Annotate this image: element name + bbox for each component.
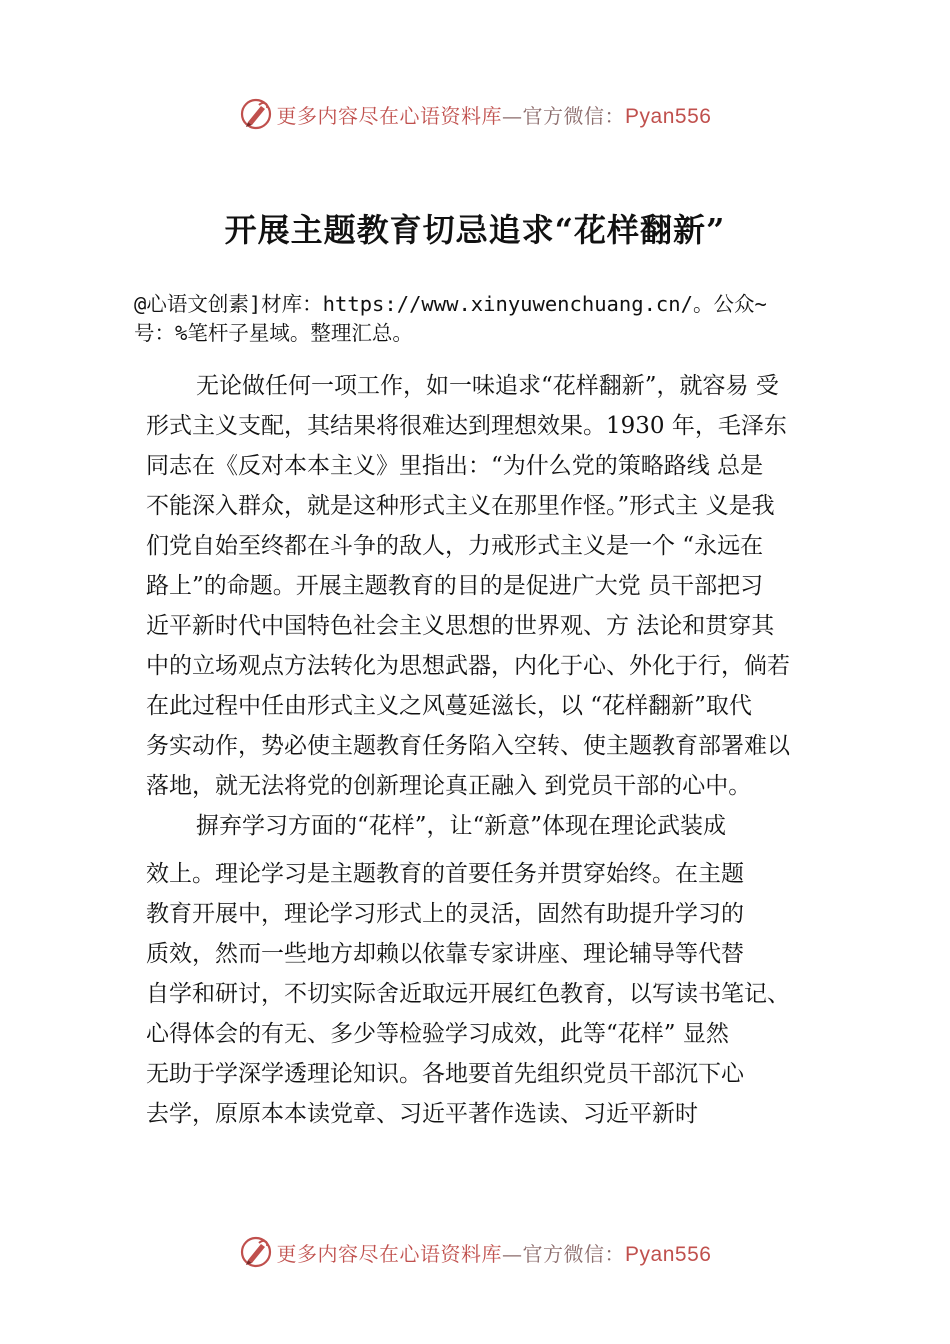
text-line: 质效，然而一些地方却赖以依靠专家讲座、理论辅导等代替	[146, 941, 744, 967]
text-line: 摒弃学习方面的“花样”，让“新意”体现在理论武装成	[196, 813, 727, 839]
article-body	[146, 366, 846, 1134]
paragraph-1	[146, 366, 846, 806]
text-line: 落地，就无法将党的创新理论真正融入 到党员干部的心中。	[146, 773, 752, 799]
text-line: 们党自始至终都在斗争的敌人，力戒形式主义是一个 “永远在	[146, 533, 764, 559]
text-line: 无论做任何一项工作，如一味追求“花样翻新”，就容易 受	[196, 373, 779, 399]
footer-banner	[0, 1232, 950, 1272]
page-title: 开展主题教育切忌追求“花样翻新”	[224, 211, 726, 249]
text-line: 路上”的命题。开展主题教育的目的是促进广大党 员干部把习	[146, 573, 764, 599]
header-banner	[0, 94, 950, 134]
paragraph-2	[146, 806, 846, 1134]
text-line: 不能深入群众，就是这种形式主义在那里作怪。”形式主 义是我	[146, 493, 775, 519]
banner-text: 更多内容尽在心语资料库—官方微信：Pyan556	[276, 103, 712, 128]
text-line: 在此过程中任由形式主义之风蔓延滋长，以 “花样翻新”取代	[146, 693, 752, 719]
pen-logo-icon	[239, 1235, 273, 1269]
text-line: 同志在《反对本本主义》里指出：“为什么党的策略路线 总是	[146, 453, 764, 479]
pen-logo-icon	[239, 97, 273, 131]
wechat-id: Pyan556	[625, 1242, 712, 1266]
wechat-id: Pyan556	[625, 104, 712, 128]
source-line: 号：%笔杆子星域。整理汇总。	[134, 321, 413, 345]
source-line: @心语文创素]材库：https://www.xinyuwenchuang.cn/。公众~	[134, 292, 767, 316]
text-line: 心得体会的有无、多少等检验学习成效，此等“花样” 显然	[146, 1021, 729, 1047]
text-line: 无助于学深学透理论知识。各地要首先组织党员干部沉下心	[146, 1061, 744, 1087]
text-line: 自学和研讨，不切实际舍近取远开展红色教育，以写读书笔记、	[146, 981, 790, 1007]
banner-text: 更多内容尽在心语资料库—官方微信：Pyan556	[276, 1241, 712, 1266]
text-line: 效上。理论学习是主题教育的首要任务并贯穿始终。在主题	[146, 861, 744, 887]
text-line: 中的立场观点方法转化为思想武器，内化于心、外化于行，倘若	[146, 653, 790, 679]
text-line: 去学，原原本本读党章、习近平著作选读、习近平新时	[146, 1101, 698, 1127]
text-line: 教育开展中，理论学习形式上的灵活，固然有助提升学习的	[146, 901, 744, 927]
text-line: 形式主义支配，其结果将很难达到理想效果。1930 年，毛泽东	[146, 413, 787, 439]
source-note	[134, 290, 834, 348]
text-line: 务实动作，势必使主题教育任务陷入空转、使主题教育部署难以	[146, 733, 790, 759]
text-line: 近平新时代中国特色社会主义思想的世界观、方 法论和贯穿其	[146, 613, 775, 639]
